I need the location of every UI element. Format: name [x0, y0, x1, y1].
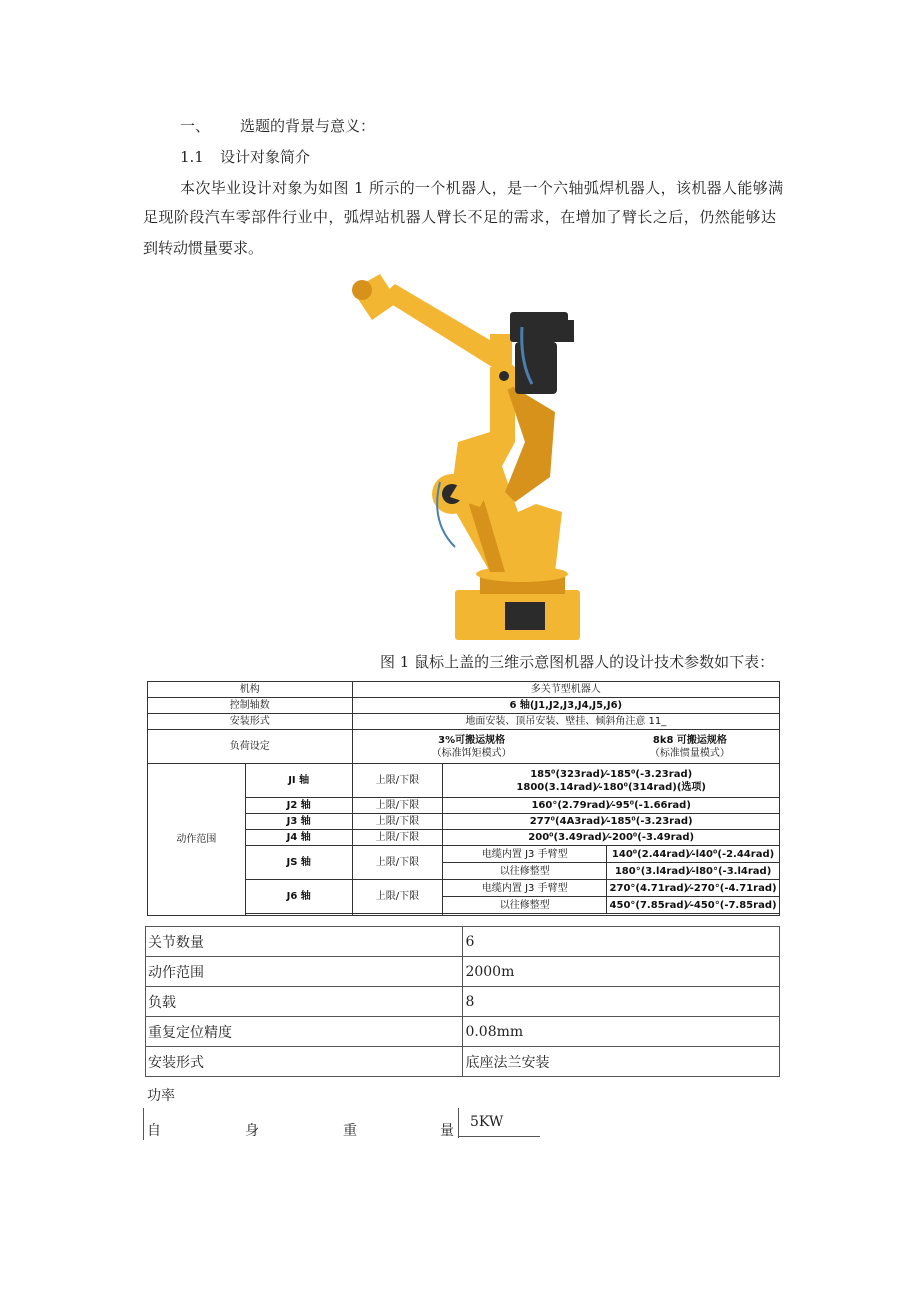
- summary-value: 底座法兰安装: [463, 1047, 780, 1077]
- axes-label: 控制轴数: [148, 698, 353, 714]
- summary-label: 重复定位精度: [146, 1017, 463, 1047]
- heading: 选题的背景与意义：: [240, 117, 376, 135]
- j6-range-cable: 270°(4.71rad)⁄-270°(-4.71rad): [607, 880, 780, 897]
- j5-axis: JS 轴: [245, 846, 352, 880]
- subheading-number: 1.1: [180, 148, 204, 166]
- install-value: 地面安装、顶吊安装、壁挂、倾斜角注意 11_: [352, 714, 779, 730]
- summary-value: 2000m: [463, 957, 780, 987]
- load-values: [352, 730, 779, 764]
- summary-row: [146, 927, 780, 957]
- j6-range-legacy: 450°(7.85rad)⁄-450°(-7.85rad): [607, 897, 780, 914]
- paragraph-line-1: 本次毕业设计对象为如图 1 所示的一个机器人，是一个六轴弧焊机器人，该机器人能够满: [180, 179, 784, 197]
- summary-table: [145, 926, 780, 1077]
- j4-axis: J4 轴: [245, 830, 352, 846]
- subheading: 设计对象简介: [220, 148, 311, 166]
- mechanism-value: 多关节型机器人: [352, 682, 779, 698]
- summary-row: [146, 957, 780, 987]
- j1-limit: 上限/下限: [352, 764, 443, 798]
- summary-label: 动作范围: [146, 957, 463, 987]
- summary-value: 8: [463, 987, 780, 1017]
- paragraph-line-3: 到转动惯量要求。: [143, 239, 264, 257]
- j2-limit: 上限/下限: [352, 798, 443, 814]
- summary-row: [146, 1047, 780, 1077]
- load-spec-2-title: 8k8 可搬运规格: [652, 734, 727, 746]
- summary-row: [146, 1017, 780, 1047]
- j4-range: 200⁰(3.49rad)⁄-200⁰(-3.49rad): [443, 830, 780, 846]
- summary-label: 关节数量: [146, 927, 463, 957]
- j3-range: 277⁰(4A3rad)⁄-185⁰(-3.23rad): [443, 814, 780, 830]
- load-spec-1-mode: （标准饵矩模式）: [431, 747, 512, 759]
- j5-limit: 上限/下限: [352, 846, 443, 880]
- spec-table: [147, 681, 780, 916]
- heading-number: 一、: [180, 117, 211, 135]
- weight-char-2: 身: [245, 1123, 259, 1139]
- j1-axis: JI 轴: [245, 764, 352, 798]
- robot-base: [455, 566, 580, 640]
- robot-forearm: [352, 274, 512, 372]
- mechanism-label: 机构: [148, 682, 353, 698]
- j1-range-standard: 185⁰(323rad)⁄-185⁰(-3.23rad): [530, 768, 693, 780]
- summary-value: 0.08mm: [463, 1017, 780, 1047]
- power-label: 功率: [147, 1088, 175, 1104]
- weight-left-border: [143, 1108, 144, 1140]
- j6-limit: 上限/下限: [352, 880, 443, 914]
- j3-limit: 上限/下限: [352, 814, 443, 830]
- weight-char-3: 重: [343, 1123, 357, 1139]
- j1-range: [443, 764, 780, 798]
- j3-axis: J3 轴: [245, 814, 352, 830]
- summary-label: 负载: [146, 987, 463, 1017]
- weight-underline: [458, 1136, 540, 1137]
- range-label: 动作范围: [148, 764, 246, 916]
- load-spec-1-title: 3%可搬运规格: [438, 734, 506, 746]
- figure-caption: 图 1 鼠标上盖的三维示意图机器人的设计技术参数如下表：: [380, 653, 775, 671]
- j2-axis: J2 轴: [245, 798, 352, 814]
- j5-type-cable: 电缆内置 J3 手臂型: [443, 846, 607, 863]
- j1-range-option: 1800(3.14rad)⁄-180⁰(314rad)(选项): [516, 781, 706, 793]
- j5-range-legacy: 180°(3.l4rad)⁄-l80°(-3.l4rad): [607, 863, 780, 880]
- axes-value: 6 轴(J1,J2,J3,J4,J5,J6): [352, 698, 779, 714]
- j4-limit: 上限/下限: [352, 830, 443, 846]
- summary-value: 6: [463, 927, 780, 957]
- j2-range: 160°(2.79rad)⁄-95⁰(-1.66rad): [443, 798, 780, 814]
- weight-value: 5KW: [470, 1114, 504, 1130]
- paragraph-line-2: 足现阶段汽车零部件行业中，弧焊站机器人臂长不足的需求，在增加了臂长之后，仍然能够达: [143, 208, 777, 226]
- weight-divider: [458, 1108, 459, 1138]
- summary-label: 安装形式: [146, 1047, 463, 1077]
- j5-range-cable: 140⁰(2.44rad)⁄-l40⁰(-2.44rad): [607, 846, 780, 863]
- summary-row: [146, 987, 780, 1017]
- j6-type-legacy: 以往修整型: [443, 897, 607, 914]
- weight-char-1: 自: [147, 1123, 161, 1139]
- j6-axis: J6 轴: [245, 880, 352, 914]
- install-label: 安装形式: [148, 714, 353, 730]
- weight-char-4: 量: [440, 1123, 454, 1139]
- robot-figure: [340, 272, 590, 644]
- robot-wrist-motor: [510, 312, 574, 394]
- j6-type-cable: 电缆内置 J3 手臂型: [443, 880, 607, 897]
- load-spec-2-mode: （标准惯量模式）: [649, 747, 730, 759]
- j5-type-legacy: 以往修整型: [443, 863, 607, 880]
- load-label: 负荷设定: [148, 730, 353, 764]
